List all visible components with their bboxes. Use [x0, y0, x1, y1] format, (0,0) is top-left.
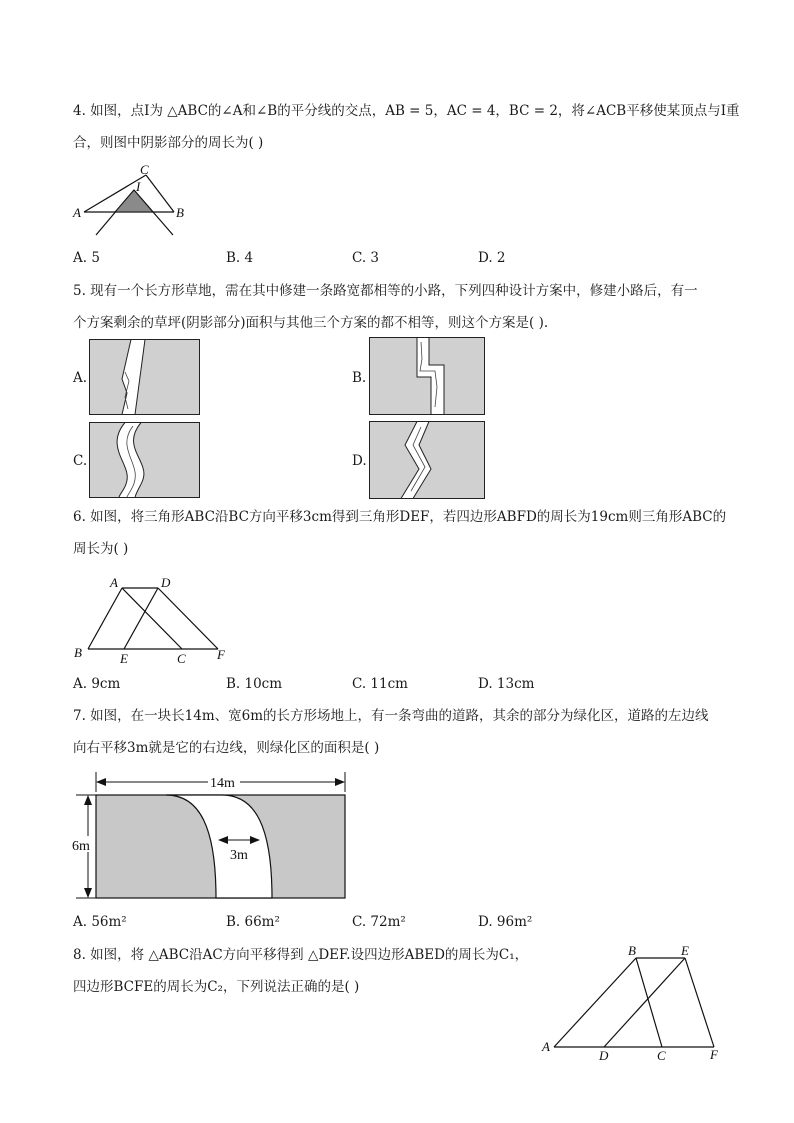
q5-option-a[interactable]: A. [73, 370, 88, 386]
q8-label-c: C [657, 1048, 666, 1063]
q7-option-b[interactable]: B. 66m² [226, 914, 280, 930]
q4-shaded-triangle [115, 190, 153, 212]
q4-label-a: A [73, 205, 81, 220]
q7-figure [70, 768, 350, 903]
q4-label-c: C [140, 162, 149, 177]
q4-option-d[interactable]: D. 2 [478, 250, 506, 266]
q5-option-b[interactable]: B. [352, 370, 367, 386]
q6-label-b: B [74, 645, 82, 660]
q5-figure-d [369, 421, 485, 499]
q7-option-d[interactable]: D. 96m² [478, 914, 533, 930]
q6-label-d: D [161, 575, 171, 590]
q7-text-line2: 向右平移3m就是它的右边线，则绿化区的面积是( ) [73, 740, 380, 756]
q4-text-line1: 4. 如图，点I为 △ABC的∠A和∠B的平分线的交点，AB = 5，AC = 4，BC = 2，将∠ACB平移使某顶点与I重 [73, 103, 740, 119]
q6-option-b[interactable]: B. 10cm [226, 676, 283, 692]
q8-label-a: A [542, 1039, 550, 1054]
q8-label-e: E [681, 943, 689, 958]
q8-label-b: B [628, 943, 636, 958]
q4-label-b: B [176, 205, 184, 220]
q8-text-line2: 四边形BCFE的周长为C₂，下列说法正确的是( ) [73, 979, 360, 995]
q5-figure-a [89, 339, 200, 415]
q6-label-c: C [177, 651, 186, 666]
q7-option-c[interactable]: C. 72m² [352, 914, 406, 930]
q6-text-line2: 周长为( ) [73, 541, 129, 557]
q5-figure-c [89, 422, 200, 498]
q5-figure-b [369, 337, 485, 415]
q4-option-c[interactable]: C. 3 [352, 250, 380, 266]
q4-figure [70, 160, 200, 240]
q4-option-b[interactable]: B. 4 [226, 250, 254, 266]
q6-figure [72, 574, 242, 669]
q7-option-a[interactable]: A. 56m² [73, 914, 127, 930]
q6-option-c[interactable]: C. 11cm [352, 676, 408, 692]
q6-label-f: F [217, 647, 225, 662]
q4-option-a[interactable]: A. 5 [73, 250, 100, 266]
q5-option-d[interactable]: D. [352, 453, 367, 469]
q4-text-line2: 合，则图中阴影部分的周长为( ) [73, 135, 264, 151]
q5-option-c[interactable]: C. [73, 453, 88, 469]
q8-label-f: F [710, 1047, 718, 1062]
q5-text-line1: 5. 现有一个长方形草地，需在其中修建一条路宽都相等的小路，下列四种设计方案中，修建小路后，有一 [73, 283, 698, 299]
q6-option-a[interactable]: A. 9cm [73, 676, 121, 692]
q6-label-a: A [110, 575, 118, 590]
q7-label-road: 3m [230, 848, 248, 863]
q4-segment-cb [146, 175, 174, 212]
q5-text-line2: 个方案剩余的草坪(阴影部分)面积与其他三个方案的都不相等，则这个方案是( ). [73, 315, 549, 331]
q6-label-e: E [120, 651, 128, 666]
q7-text-line1: 7. 如图，在一块长14m、宽6m的长方形场地上，有一条弯曲的道路，其余的部分为绿化区，道路的左边线 [73, 708, 709, 724]
q4-label-i: I [136, 179, 141, 194]
q8-text-line1: 8. 如图，将 △ABC沿AC方向平移得到 △DEF.设四边形ABED的周长为C₁， [73, 947, 529, 963]
q7-label-width: 6m [72, 839, 90, 854]
q8-label-d: D [599, 1048, 609, 1063]
q6-option-d[interactable]: D. 13cm [478, 676, 535, 692]
q6-text-line1: 6. 如图，将三角形ABC沿BC方向平移3cm得到三角形DEF，若四边形ABFD的周长为19cm则三角形ABC的 [73, 509, 727, 525]
q8-figure [538, 940, 728, 1065]
q7-label-length: 14m [210, 776, 235, 791]
